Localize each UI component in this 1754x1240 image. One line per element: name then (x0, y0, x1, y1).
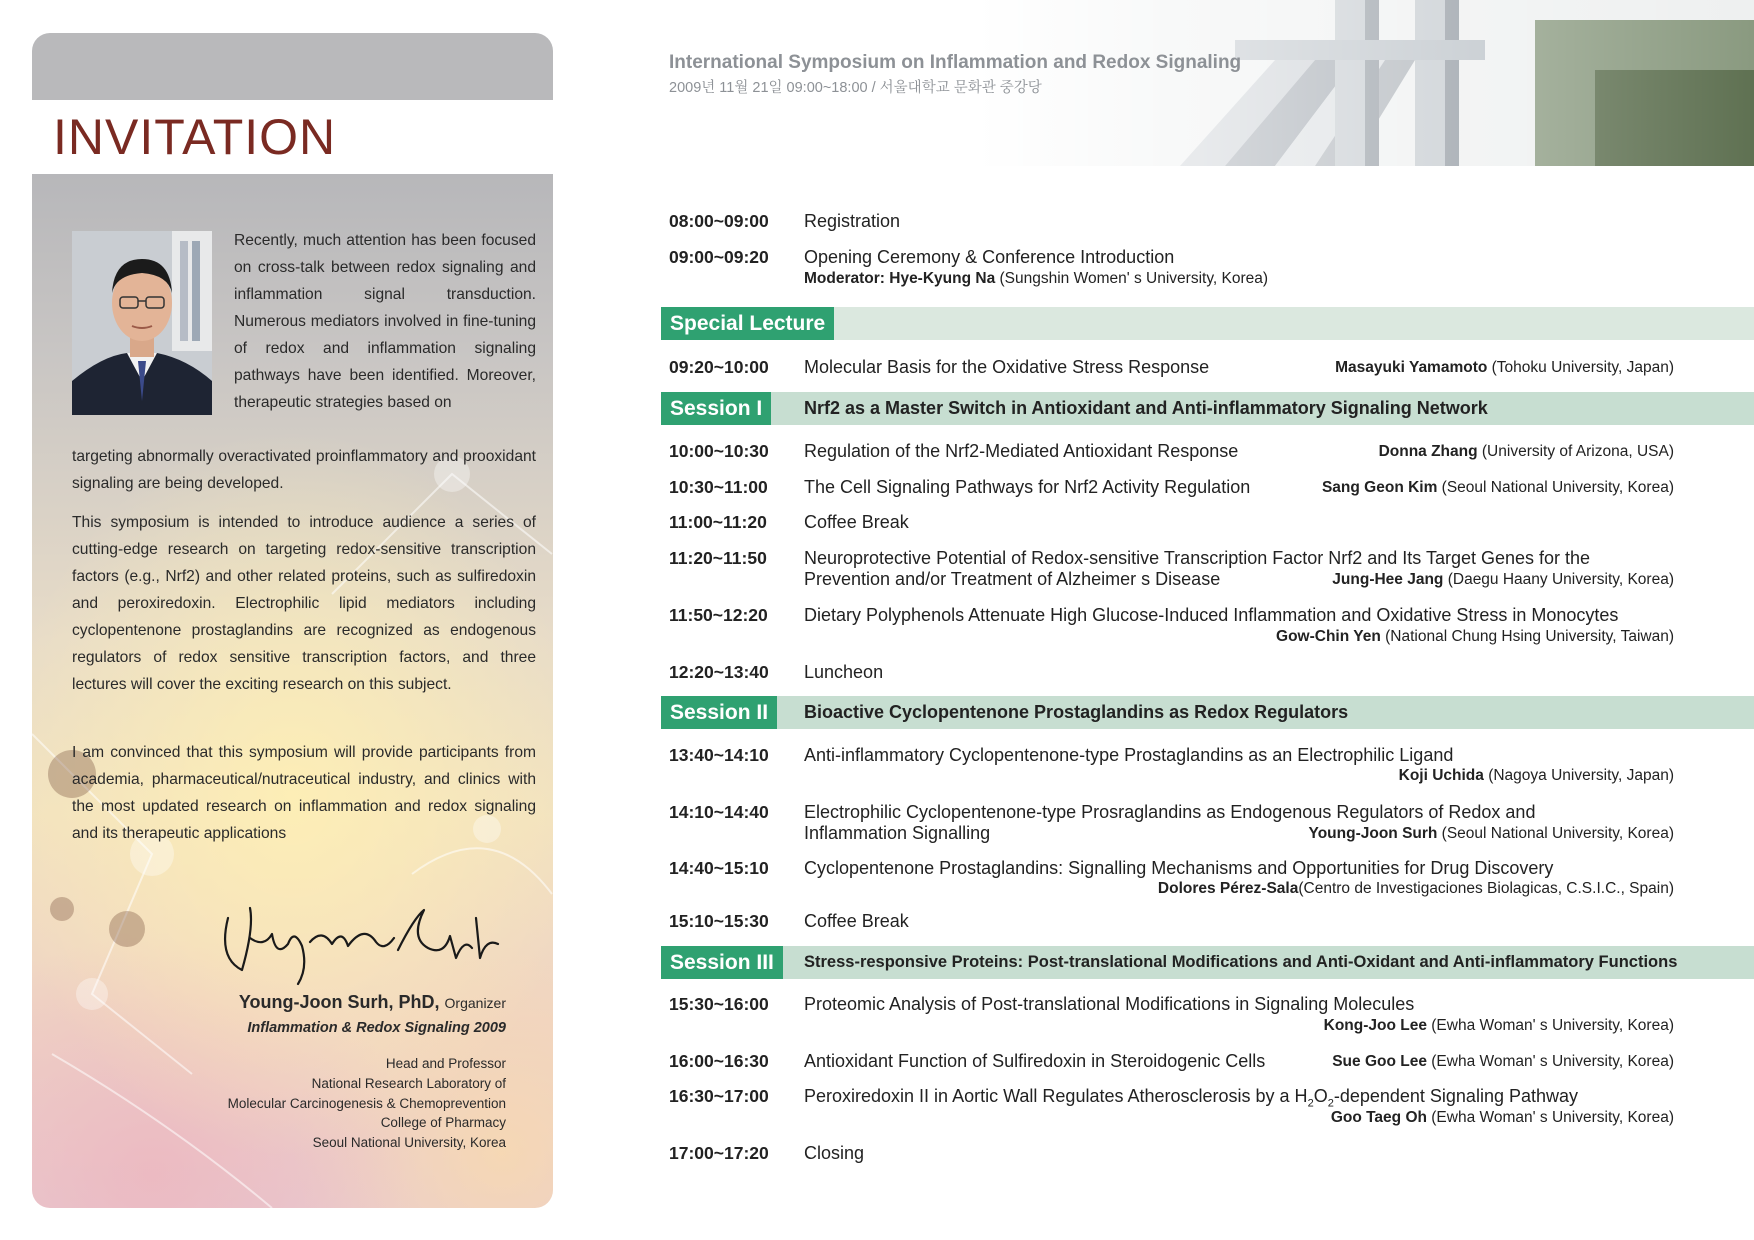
talk-s1-lunch: Luncheon (804, 662, 884, 682)
time-s1-talk3: 11:20~11:50 (669, 548, 767, 568)
time-s3-talk1: 15:30~16:00 (669, 994, 769, 1014)
intro-paragraph-1a: Recently, much attention has been focused on cross-talk between redox signaling and inflammation signal transduction. Numerous mediators involved in fine-tuning of redox and inflammation signaling pathways have been identified. Moreover, therapeutic strategies based on (234, 232, 536, 411)
talk-s2-talk2: Electrophilic Cyclopentenone-type Prosraglandins as Endogenous Regulators of Redox and (804, 802, 1536, 822)
time-special-lecture: 09:20~10:00 (669, 357, 769, 377)
talk-registration: Registration (804, 211, 901, 231)
session-1-band (661, 392, 1754, 425)
time-s3-talk2: 16:00~16:30 (669, 1051, 769, 1071)
speaker-name: Jung-Hee Jang (1332, 571, 1444, 588)
talk-s3-closing: Closing (804, 1143, 865, 1163)
talk-special-lecture: Molecular Basis for the Oxidative Stress Response (804, 357, 1210, 377)
talk-s1-talk3: Neuroprotective Potential of Redox-sensitive Transcription Factor Nrf2 and Its Target Genes for the (804, 548, 1591, 568)
time-s1-break: 11:00~11:20 (669, 512, 767, 532)
speaker-name: Donna Zhang (1378, 443, 1478, 460)
speaker-name: Koji Uchida (1398, 767, 1484, 784)
time-opening: 09:00~09:20 (669, 247, 769, 267)
speaker-affiliation: (Daegu Haany University, Korea) (1443, 571, 1674, 588)
speaker-name: Kong-Joo Lee (1323, 1017, 1427, 1034)
time-s1-talk1: 10:00~10:30 (669, 441, 769, 461)
speaker-affiliation: (Seoul National University, Korea) (1437, 825, 1674, 842)
speaker-s3-talk2 (1332, 1053, 1674, 1071)
talk-s2-talk2-line2: Inflammation Signalling (804, 823, 991, 843)
intro-paragraph-1b: targeting abnormally overactivated proinflammatory and prooxidant signaling are being developed. (72, 448, 536, 492)
affiliation-line: Molecular Carcinogenesis & Chemoprevention (227, 1095, 506, 1111)
speaker-s1-talk2 (1322, 479, 1674, 497)
speaker-s3-talk1 (1324, 1017, 1674, 1035)
speaker-s1-talk1 (1379, 443, 1674, 461)
session-2-band (661, 696, 1754, 729)
affiliation-line: Head and Professor (385, 1056, 506, 1071)
organizer-name: Young-Joon Surh, PhD, (238, 992, 440, 1012)
symposium-date-venue: 2009년 11월 21일 09:00~18:00 / 서울대학교 문화관 중강당 (669, 80, 1042, 96)
speaker-name: Dolores Pérez-Sala (1157, 880, 1299, 897)
time-s2-talk1: 13:40~14:10 (669, 745, 769, 765)
talk-s1-talk1: Regulation of the Nrf2-Mediated Antioxidant Response (804, 441, 1239, 461)
speaker-name: Sang Geon Kim (1321, 479, 1438, 496)
organizer-event: Inflammation & Redox Signaling 2009 (247, 1020, 506, 1036)
special-lecture-band (661, 307, 1754, 340)
speaker-name: Gow-Chin Yen (1276, 628, 1381, 645)
speaker-affiliation: (Ewha Woman' s University, Korea) (1426, 1109, 1674, 1126)
speaker-s1-talk4 (1276, 628, 1674, 646)
invitation-title: INVITATION (53, 109, 337, 165)
talk-s3-talk2: Antioxidant Function of Sulfiredoxin in Steroidogenic Cells (804, 1051, 1266, 1071)
session-1-label: Session I (661, 392, 771, 425)
organizer-role: Organizer (444, 995, 506, 1011)
time-s1-lunch: 12:20~13:40 (669, 662, 769, 682)
session-3-band (661, 946, 1754, 979)
talk-s1-talk4: Dietary Polyphenols Attenuate High Glucose-Induced Inflammation and Oxidative Stress in Monocytes (804, 605, 1619, 625)
speaker-name: Masayuki Yamamoto (1335, 359, 1488, 376)
affiliation-line: Seoul National University, Korea (312, 1135, 506, 1151)
talk-opening: Opening Ceremony & Conference Introduction (804, 247, 1175, 267)
speaker-s2-talk3 (1158, 880, 1674, 898)
time-s1-talk2: 10:30~11:00 (669, 477, 768, 497)
talk-s2-break: Coffee Break (804, 911, 909, 931)
header-building-photo (975, 0, 1754, 166)
talk-title-part: Peroxiredoxin II in Aortic Wall Regulates Atherosclerosis by a H (804, 1086, 1308, 1106)
moderator-affiliation: (Sungshin Women' s University, Korea) (995, 270, 1269, 287)
talk-s1-break: Coffee Break (804, 512, 909, 532)
time-s2-talk2: 14:10~14:40 (669, 802, 769, 822)
speaker-affiliation: (Centro de Investigaciones Biolagicas, C.S.I.C., Spain) (1298, 880, 1674, 897)
session-3-title: Stress-responsive Proteins: Post-translational Modifications and Anti-Oxidant and Anti-inflammatory Functions (804, 953, 1678, 971)
time-s3-talk3: 16:30~17:00 (669, 1086, 769, 1106)
speaker-affiliation: (Seoul National University, Korea) (1437, 479, 1674, 496)
time-s1-talk4: 11:50~12:20 (669, 605, 768, 625)
speaker-affiliation: (Ewha Woman' s University, Korea) (1426, 1053, 1674, 1070)
speaker-name: Sue Goo Lee (1332, 1053, 1427, 1070)
talk-s1-talk3-line2: Prevention and/or Treatment of Alzheimer s Disease (804, 569, 1221, 589)
affiliation-line: College of Pharmacy (380, 1115, 506, 1131)
session-1-title: Nrf2 as a Master Switch in Antioxidant and Anti-inflammatory Signaling Network (804, 398, 1488, 418)
organizer-affiliation (228, 1054, 506, 1153)
invitation-top-bar (32, 33, 553, 100)
intro-paragraph-3: I am convinced that this symposium will provide participants from academia, pharmaceutical/nutraceutical industry, and clinics with the most updated research on inflammation and redox signaling and its therapeutic applications (72, 744, 536, 842)
speaker-affiliation: (Ewha Woman' s University, Korea) (1426, 1017, 1674, 1034)
subscript: 2 (1327, 1097, 1334, 1110)
special-lecture-label: Special Lecture (661, 307, 834, 340)
speaker-special-lecture (1335, 359, 1674, 377)
speaker-name: Goo Taeg Oh (1330, 1109, 1427, 1126)
time-s2-break: 15:10~15:30 (669, 911, 769, 931)
session-2-title: Bioactive Cyclopentenone Prostaglandins as Redox Regulators (804, 702, 1349, 722)
talk-s1-talk2: The Cell Signaling Pathways for Nrf2 Activity Regulation (804, 477, 1251, 497)
time-s2-talk3: 14:40~15:10 (669, 858, 769, 878)
session-2-label: Session II (661, 696, 777, 729)
speaker-name: Young-Joon Surh (1308, 825, 1438, 842)
time-s3-closing: 17:00~17:20 (669, 1143, 769, 1163)
talk-title-part: O (1313, 1086, 1328, 1106)
subscript: 2 (1307, 1097, 1314, 1110)
speaker-affiliation: (National Chung Hsing University, Taiwan) (1380, 628, 1674, 645)
talk-s2-talk1: Anti-inflammatory Cyclopentenone-type Prostaglandins as an Electrophilic Ligand (804, 745, 1454, 765)
organizer-signature (214, 898, 504, 988)
affiliation-line: National Research Laboratory of (311, 1075, 506, 1091)
moderator-name: Moderator: Hye-Kyung Na (804, 270, 996, 287)
intro-paragraph-2: This symposium is intended to introduce audience a series of cutting-edge research on targeting redox-sensitive transcription factors (e.g., Nrf2) and other related proteins, such as sulfiredoxin and peroxiredoxin. Electrophilic lipid mediators including cyclopentenone prostaglandins are recognized as endogenous regulators of redox sensitive transcription factors, and three lectures will cover the exciting research on this subject. (72, 514, 536, 693)
speaker-s2-talk1 (1399, 767, 1674, 785)
time-registration: 08:00~09:00 (669, 211, 769, 231)
talk-s3-talk3 (804, 1086, 1578, 1110)
speaker-s1-talk3 (1332, 571, 1674, 589)
speaker-s2-talk2 (1309, 825, 1674, 843)
session-3-label: Session III (661, 946, 783, 979)
speaker-s3-talk3 (1331, 1109, 1674, 1127)
opening-moderator (804, 270, 1268, 288)
speaker-affiliation: (University of Arizona, USA) (1477, 443, 1674, 460)
talk-s3-talk1: Proteomic Analysis of Post-translational Modifications in Signaling Molecules (804, 994, 1415, 1014)
speaker-affiliation: (Nagoya University, Japan) (1483, 767, 1674, 784)
talk-title-part: -dependent Signaling Pathway (1333, 1086, 1579, 1106)
invitation-panel (32, 174, 553, 1208)
organizer-portrait (72, 231, 212, 415)
symposium-title: International Symposium on Inflammation and Redox Signaling (669, 52, 1242, 73)
organizer-name-line (239, 992, 506, 1013)
speaker-affiliation: (Tohoku University, Japan) (1487, 359, 1674, 376)
talk-s2-talk3: Cyclopentenone Prostaglandins: Signalling Mechanisms and Opportunities for Drug Discovery (804, 858, 1554, 878)
